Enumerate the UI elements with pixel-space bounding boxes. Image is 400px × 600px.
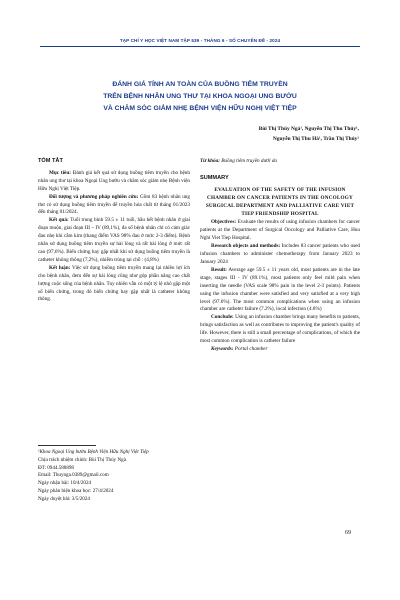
abstract-objective xyxy=(38,170,190,194)
authors-line: Nguyễn Thị Thu Hà¹, Trần Thị Thủy¹ xyxy=(272,135,359,142)
text: Using an infusion chamber brings many benefits to patients, brings satisfaction as well as contributes to improving the patient's quality of life. However, there is still a small percentage of complications, of which the most common complication is catheter failure xyxy=(200,314,360,345)
footnote-line: Ngày nhận bài: 10/4/2024 xyxy=(38,480,92,487)
footnote xyxy=(38,449,190,504)
label: Objectives: xyxy=(211,219,237,226)
label: Đối tượng và phương pháp nghiên cứu: xyxy=(49,193,139,200)
summary-objectives xyxy=(200,219,360,243)
label: Research objects and methods: xyxy=(211,243,281,250)
label: Conclude: xyxy=(211,314,234,321)
authors-line: Bùi Thị Thúy Ngà¹, Nguyễn Thị Thu Thủy¹, xyxy=(258,126,359,132)
left-column xyxy=(38,158,190,304)
text: Đánh giá kết quả sử dụng buồng tiêm truyền cho bệnh nhân ung thư tại khoa Ngoại Ung bướu và chăm sóc giảm nhẹ Bệnh viện Hữu Nghị Việt Tiệp. xyxy=(38,169,190,192)
label: Từ khóa: xyxy=(200,158,220,164)
label: Result: xyxy=(211,266,227,273)
text: Includes 83 cancer patients who used infusion chambers to administer chemotherapy from January 2023 to January 2024 xyxy=(200,243,360,265)
keywords-vi xyxy=(200,158,360,166)
text: Gồm 83 bệnh nhân ung thư có sử dụng buồng tiêm truyền để truyền hóa chất từ tháng 01/2023 đến tháng 01/2024. xyxy=(38,193,190,216)
title-line: ĐÁNH GIÁ TÍNH AN TOÀN CỦA BUỒNG TIÊM TRUYỀN xyxy=(112,81,288,88)
summary-conclusion xyxy=(200,314,360,346)
text: Average age 59.5 ± 11 years old, most patients are in the late stage, stages III - IV (89.1%), most patients only feel mild pain when inserting the needle (VAS scale 98% pain in the level 2-3 points). Patients using the infusion chamber were satisfied and very satisfied at a very high level (97.6%). The most common complications when using an infusion chamber are catheter failure (7.2%), local infection (4.8%) xyxy=(200,266,360,313)
affiliation-text: ¹Khoa Ngoại Ung bướu Bệnh Viện Hữu Nghị Việt Tiệp xyxy=(38,449,149,455)
english-title: EVALUATION OF THE SAFETY OF THE INFUSION CHAMBER ON CANCER PATIENTS IN THE ONCOLOGY SURGICAL DEPARTMENT AND PALLIATIVE CARE VIET TIEP FRIENDSHIP HOSPITAL xyxy=(205,186,355,217)
article-title xyxy=(40,79,360,115)
label: Kết quả: xyxy=(49,217,69,224)
text: Việc sử dụng buồng tiêm truyền mang lại nhiều lợi ích cho bệnh nhân, đem đến sự hài lòng cũng như góp phần nâng cao chất lượng cuộc sống của bệnh nhân. Tuy nhiên vẫn có một tỷ lệ nhỏ gặp một số biến chứng, trong đó biến chứng hay gặp nhất là catheter không thông. xyxy=(38,264,190,303)
abstract-heading: TÓM TẮT xyxy=(38,158,63,164)
keywords-en xyxy=(200,346,360,354)
header-rule xyxy=(40,46,360,47)
title-line: TRÊN BỆNH NHÂN UNG THƯ TẠI KHOA NGOẠI UNG BƯỚU xyxy=(103,93,297,100)
text: Portal chamber xyxy=(233,345,268,352)
summary-heading: SUMMARY xyxy=(200,174,229,181)
footnote-line: Ngày duyệt bài: 3/5/2024 xyxy=(38,495,90,502)
footnote-line: ĐT: 0944.588898 xyxy=(38,464,74,471)
footnote-affiliation xyxy=(38,449,190,457)
text: Buồng tiêm truyền dưới da xyxy=(219,158,278,164)
text: Tuổi trung bình 59.5 ± 11 tuổi, hầu hết bệnh nhân ở giai đoạn muộn, giai đoạn III – IV (89,1%), đa số bệnh nhân chỉ có cảm giác đau nhẹ khi cắm kim (thang điểm VAS 98% đau ở mức 2-3 điểm). Bệnh nhân sử dụng buồng tiêm truyền sự hài lòng và rất hài lòng ở mức rất cao (97,6%). Biến chứng hay gặp nhất khi sử dụng buồng tiêm truyền là catheter không thông (7,2%), nhiễm trùng tại chỗ : (4,8%) xyxy=(38,217,191,263)
page-number: 69 xyxy=(345,530,351,536)
footnote-line: Ngày phản biện khoa học: 27/4/2024 xyxy=(38,487,114,494)
label: Keywords: xyxy=(211,345,234,352)
text: Evaluate the results of using infusion chambers for cancer patients at the Department of Surgical Oncology and Palliative Care, Huu Nghi Viet Tiep Hospital. xyxy=(200,219,360,242)
footnote-line: Chịu trách nhiệm chính: Bùi Thị Thúy Ngà xyxy=(38,456,126,463)
abstract-conclusion xyxy=(38,265,190,305)
abstract-methods xyxy=(38,194,190,218)
label: Kết luận: xyxy=(49,264,71,271)
summary-results xyxy=(200,267,360,314)
journal-header: TẠP CHÍ Y HỌC VIỆT NAM TẬP 539 - THÁNG 6 - SỐ CHUYÊN ĐỀ - 2024 xyxy=(119,38,281,43)
label: Mục tiêu: xyxy=(49,169,71,176)
abstract-results xyxy=(38,217,190,264)
title-line: VÀ CHĂM SÓC GIẢM NHẸ BỆNH VIỆN HỮU NGHỊ VIỆT TIỆP xyxy=(103,105,297,112)
author-list xyxy=(200,125,359,144)
right-column xyxy=(200,158,360,354)
summary-methods xyxy=(200,243,360,267)
footnote-line: Email: Thuynga.0389@gmail.com xyxy=(38,472,109,479)
footnote-rule xyxy=(38,445,96,446)
